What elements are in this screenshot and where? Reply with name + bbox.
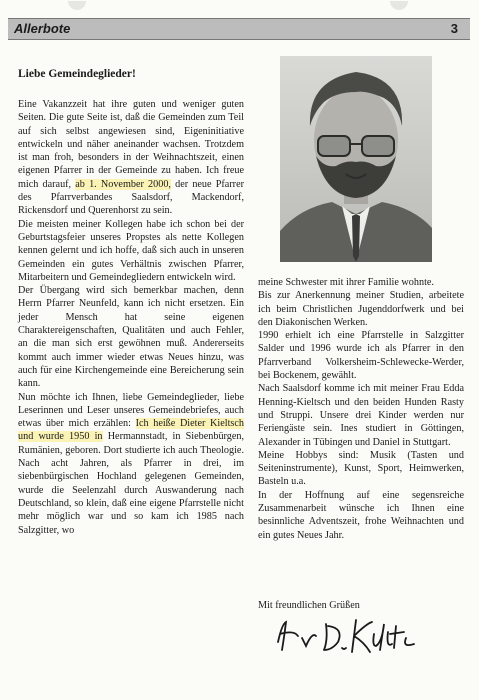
paragraph <box>18 391 244 537</box>
page-number: 3 <box>450 21 458 36</box>
author-portrait <box>280 56 432 262</box>
highlighted-date: ab 1. November 2000, <box>75 178 171 190</box>
letter-left-column <box>18 98 244 537</box>
highlighted-name: Ich heiße Dieter Kieltsch und wurde 1950 in <box>18 418 244 443</box>
letter-right-column <box>258 276 464 542</box>
text-run: Nun möchte ich Ihnen, liebe Gemeindeglieder, liebe Leserinnen und Leser unseres Gemeindebriefes, auch etwas über mich erzählen: <box>18 391 244 430</box>
page-header <box>8 18 470 40</box>
paragraph: Meine Hobbys sind: Musik (Tasten und Seiteninstrumente), Kunst, Sport, Heimwerken, Basteln u.a. <box>258 449 464 488</box>
punch-hole <box>68 1 86 10</box>
letter-salutation: Liebe Gemeindeglieder! <box>18 68 136 80</box>
paragraph: 1990 erhielt ich eine Pfarrstelle in Salzgitter Salder und 1996 wurde ich als Pfarrer in den Pfarrverband Volkersheim-Schlewecke-Werder, bei Bockenem, gewählt. <box>258 330 464 382</box>
paragraph: In der Hoffnung auf eine segensreiche Zusammenarbeit wünsche ich Ihnen eine besinnliche Adventszeit, frohe Weihnachten und ein gutes Neues Jahr. <box>258 489 464 541</box>
paragraph: Bis zur Anerkennung meiner Studien, arbeitete ich beim Christlichen Jugenddorfwerk und bei den Diakonischen Werken. <box>258 290 464 328</box>
text-run: der neue Pfarrer des Pfarrverbandes Saalsdorf, Mackendorf, Rickensdorf und Querenhorst zu sein. <box>18 178 244 217</box>
punch-hole <box>390 1 408 10</box>
paragraph: meine Schwester mit ihrer Familie wohnte. <box>258 277 434 288</box>
newsletter-title: Allerbote <box>14 21 71 36</box>
paragraph: Der Übergang wird sich bemerkbar machen, denn Herrn Pfarrer Neunfeld, kann ich nicht ersetzen. Ein jeder Mensch hat seine eigenen Charaktereigenschaften, Qualitäten und auch Fehler, an die man sich erst gewöhnen muß. Andererseits kommt auch immer wieder etwas Neues hinzu, was auch für eine Kirchengemeinde eine Bereicherung sein kann. <box>18 285 244 390</box>
handwritten-signature <box>272 612 422 656</box>
paragraph <box>18 98 244 218</box>
paragraph: Die meisten meiner Kollegen habe ich schon bei der Geburtstagsfeier unseres Propstes als nette Kollegen kennen gelernt und ich hoffe, daß sich auch in unseren Gemeinden ein gutes Verhältnis zwischen Pfarrer, Mitarbeitern und Gemeindegliedern entwickeln wird. <box>18 218 244 283</box>
text-run: Hermannstadt, in Siebenbürgen, Rumänien, geboren. Dort studierte ich auch Theologie. Nach acht Jahren, als Pfarrer in drei, im siebenbürgischen Hochland gelegenen Gemeinden, wurde die Seelenzahl durch Auswanderung nach Deutschland, so klein, daß eine eigene Pfarrstelle nicht mehr möglich war und so kam ich 1985 nach Salzgitter, wo <box>18 431 245 536</box>
text-run: Eine Vakanzzeit hat ihre guten und weniger guten Seiten. Die gute Seite ist, daß die Gemeinden zum Teil auf sich selbst angewiesen sind, Eigeninitiative entwickeln und näher aneinander wachsen. Trotzdem ist man froh, besonders in der Weihnachtszeit, einen eigenen Pfarrer in der Gemeinde zu haben. Ich freue mich darauf, <box>18 99 244 190</box>
paragraph: Nach Saalsdorf komme ich mit meiner Frau Edda Henning-Kieltsch und den beiden Hunden Rasty und Struppi. Unsere drei Kinder werden nur Feriengäste sein. Ines studiert in Göttingen, Alexander in Tübingen und Daniel in Stuttgart. <box>258 383 464 448</box>
punch-holes <box>0 0 479 14</box>
closing-greeting: Mit freundlichen Grüßen <box>258 600 360 611</box>
